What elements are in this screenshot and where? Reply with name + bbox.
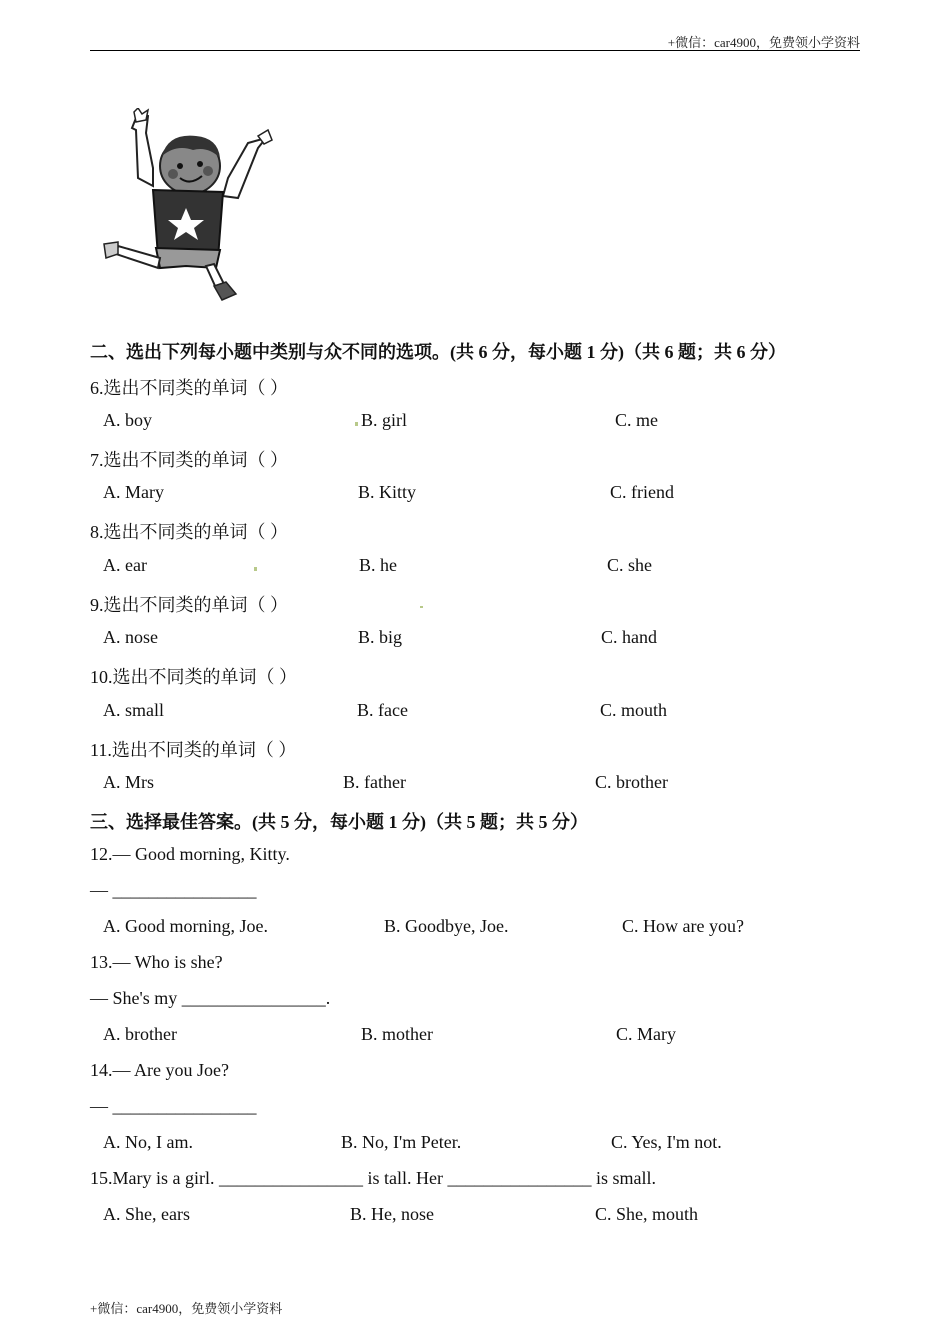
q14-answer-line: — ________________ (90, 1096, 257, 1116)
q9-option-a[interactable]: A. nose (103, 627, 158, 647)
q13-option-c[interactable]: C. Mary (616, 1024, 676, 1044)
boy-jumping-illustration (98, 108, 278, 306)
q14-option-a[interactable]: A. No, I am. (103, 1132, 193, 1152)
q15-stem: 15.Mary is a girl. ________________ is tall. Her ________________ is small. (90, 1168, 656, 1188)
q11-option-a[interactable]: A. Mrs (103, 772, 155, 792)
q12-answer-line: — ________________ (90, 880, 257, 900)
q7-option-b[interactable]: B. Kitty (358, 482, 417, 502)
q11-option-c[interactable]: C. brother (595, 772, 668, 792)
page-header (90, 30, 860, 51)
q10-option-c[interactable]: C. mouth (600, 700, 668, 720)
q13-option-b[interactable]: B. mother (361, 1024, 433, 1044)
q10-option-a[interactable]: A. small (103, 700, 164, 720)
header-text: +微信：car4900，免费领小学资料 (667, 35, 860, 50)
q12-option-a[interactable]: A. Good morning, Joe. (103, 916, 268, 936)
q8-option-a[interactable]: A. ear (103, 555, 147, 575)
q8-option-b[interactable]: B. he (359, 555, 397, 575)
q15-option-c[interactable]: C. She, mouth (595, 1204, 699, 1224)
q12-stem: 12.— Good morning, Kitty. (90, 844, 290, 864)
q9-option-b[interactable]: B. big (358, 627, 403, 647)
q9-option-c[interactable]: C. hand (601, 627, 657, 647)
section-2-title: 二、选出下列每小题中类别与众不同的选项。(共 6 分，每小题 1 分)（共 6 题；共 6 分） (90, 342, 786, 362)
q13-answer-line: — She's my ________________. (90, 988, 331, 1008)
q11-stem: 11.选出不同类的单词（ ） (90, 740, 297, 760)
q14-stem: 14.— Are you Joe? (90, 1060, 229, 1080)
section-3-title: 三、选择最佳答案。(共 5 分，每小题 1 分)（共 5 题；共 5 分） (90, 812, 588, 832)
q10-option-b[interactable]: B. face (357, 700, 408, 720)
q12-option-b[interactable]: B. Goodbye, Joe. (384, 916, 509, 936)
q15-option-b[interactable]: B. He, nose (350, 1204, 434, 1224)
speck (355, 422, 358, 426)
q13-stem: 13.— Who is she? (90, 952, 223, 972)
q13-option-a[interactable]: A. brother (103, 1024, 177, 1044)
q8-stem: 8.选出不同类的单词（ ） (90, 522, 288, 542)
q10-stem: 10.选出不同类的单词（ ） (90, 667, 297, 687)
q14-option-b[interactable]: B. No, I'm Peter. (341, 1132, 462, 1152)
q11-option-b[interactable]: B. father (343, 772, 406, 792)
q8-option-c[interactable]: C. she (607, 555, 652, 575)
q12-option-c[interactable]: C. How are you? (622, 916, 744, 936)
q6-stem: 6.选出不同类的单词（ ） (90, 378, 288, 398)
q6-option-c[interactable]: C. me (615, 410, 658, 430)
q6-option-b[interactable]: B. girl (361, 410, 408, 430)
speck (254, 567, 257, 571)
q7-stem: 7.选出不同类的单词（ ） (90, 450, 288, 470)
q9-stem: 9.选出不同类的单词（ ） (90, 595, 288, 615)
q7-option-a[interactable]: A. Mary (103, 482, 164, 502)
q14-option-c[interactable]: C. Yes, I'm not. (611, 1132, 722, 1152)
speck (420, 606, 423, 608)
q6-option-a[interactable]: A. boy (103, 410, 152, 430)
page-footer: +微信：car4900，免费领小学资料 (90, 1301, 283, 1316)
q15-option-a[interactable]: A. She, ears (103, 1204, 190, 1224)
q7-option-c[interactable]: C. friend (610, 482, 674, 502)
